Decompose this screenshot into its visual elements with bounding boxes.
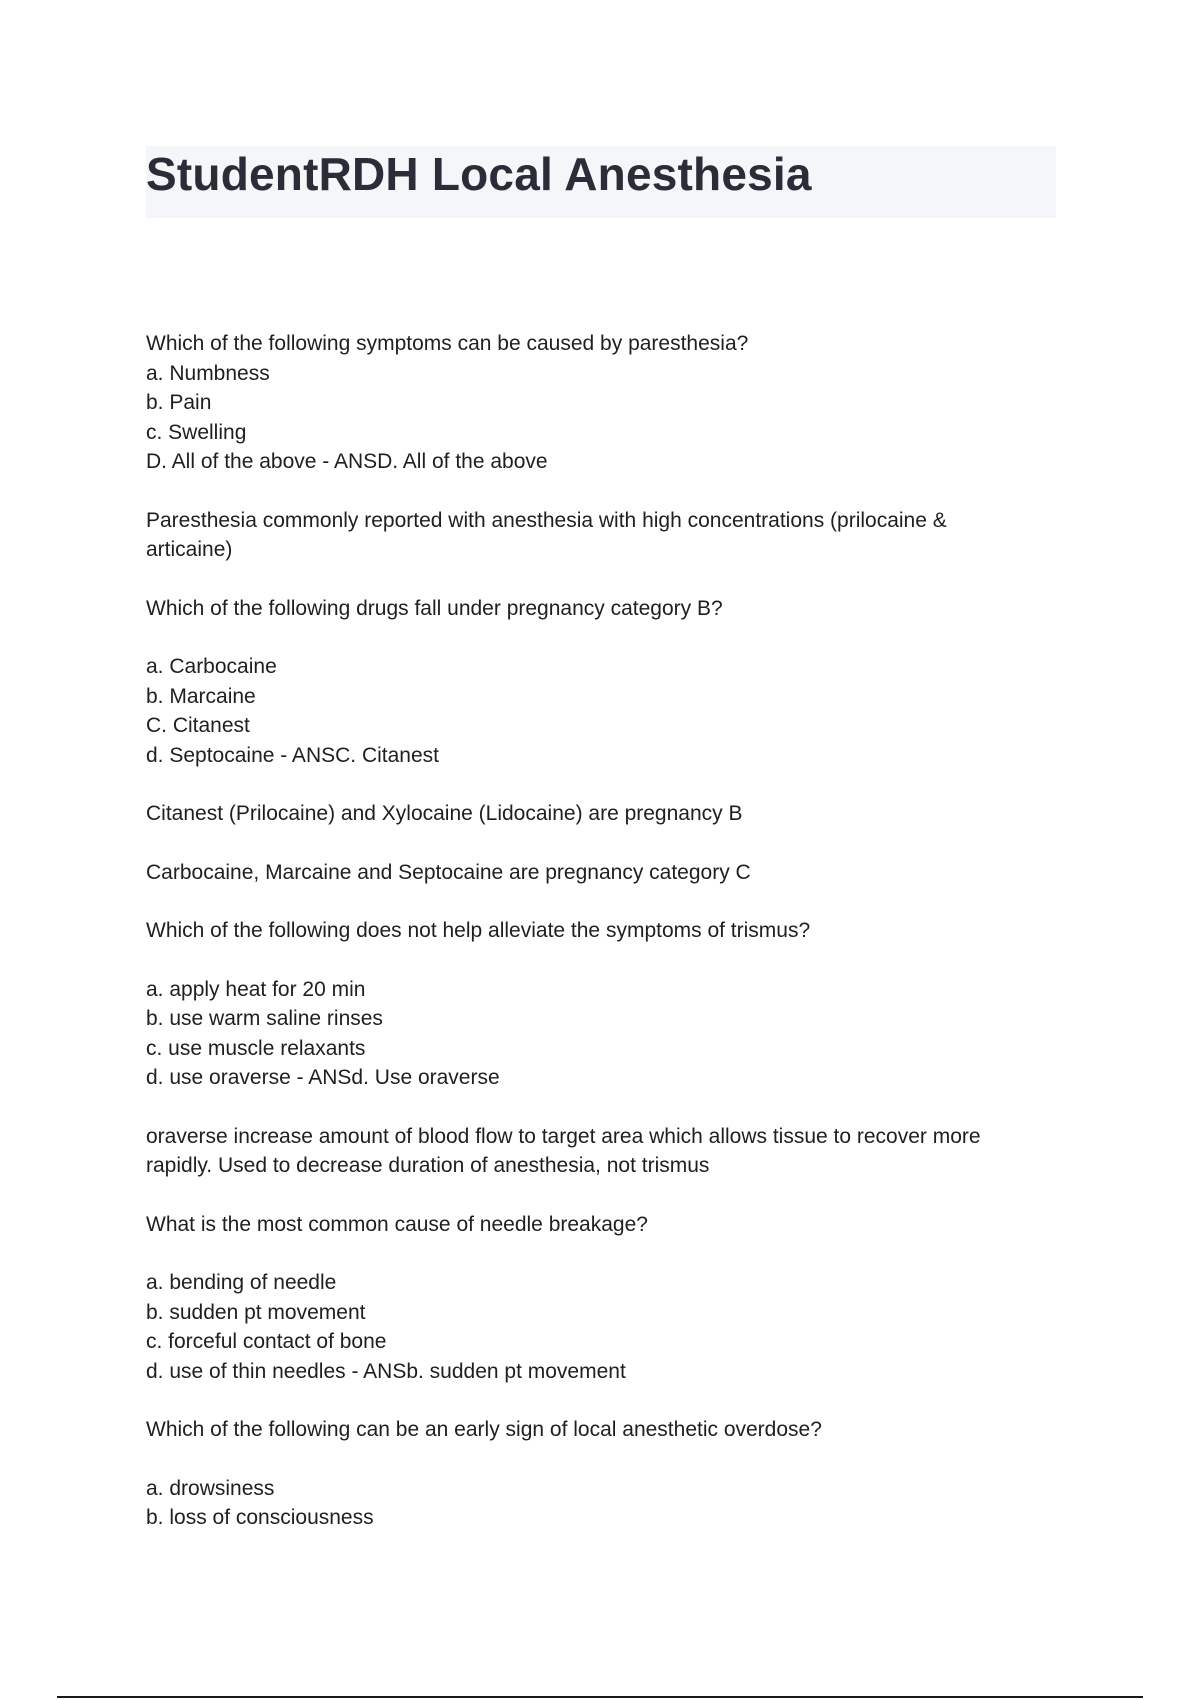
options-block <box>146 1268 1046 1386</box>
answer-option: d. use oraverse - ANSd. Use oraverse <box>146 1066 500 1089</box>
document-title: StudentRDH Local Anesthesia <box>146 148 812 200</box>
question-block <box>146 916 1046 946</box>
answer-option: c. use muscle relaxants <box>146 1036 366 1060</box>
answer-option: b. loss of consciousness <box>146 1506 374 1529</box>
answer-option: c. forceful contact of bone <box>146 1330 387 1353</box>
answer-option: b. Marcaine <box>146 684 256 708</box>
explanation-text: oraverse increase amount of blood flow to target area which allows tissue to recover more <box>146 1124 981 1148</box>
explanation-text: Carbocaine, Marcaine and Septocaine are pregnancy category C <box>146 860 751 884</box>
explanation-text: Citanest (Prilocaine) and Xylocaine (Lidocaine) are pregnancy B <box>146 802 743 825</box>
options-block <box>146 652 1046 770</box>
explanation-block <box>146 506 1046 565</box>
options-block <box>146 1474 1046 1533</box>
explanation-text: rapidly. Used to decrease duration of anesthesia, not trismus <box>146 1154 710 1177</box>
explanation-block <box>146 858 1046 888</box>
question-block <box>146 329 1046 477</box>
explanation-block <box>146 799 1046 829</box>
answer-option: C. Citanest <box>146 714 250 737</box>
answer-option: b. Pain <box>146 391 212 414</box>
question-text: What is the most common cause of needle breakage? <box>146 1212 648 1236</box>
answer-option: d. use of thin needles - ANSb. sudden pt movement <box>146 1359 626 1383</box>
explanation-text: Paresthesia commonly reported with anesthesia with high concentrations (prilocaine & <box>146 508 947 532</box>
answer-option: a. bending of needle <box>146 1271 337 1294</box>
question-block <box>146 594 1046 624</box>
answer-option: b. use warm saline rinses <box>146 1007 383 1030</box>
question-block <box>146 1415 1046 1445</box>
footer-divider <box>57 1696 1143 1698</box>
question-text: Which of the following symptoms can be caused by paresthesia? <box>146 332 749 355</box>
document-body <box>146 329 1046 1562</box>
explanation-block <box>146 1122 1046 1181</box>
options-block <box>146 975 1046 1093</box>
answer-option: d. Septocaine - ANSC. Citanest <box>146 743 439 767</box>
answer-option: a. apply heat for 20 min <box>146 977 366 1001</box>
question-text: Which of the following can be an early sign of local anesthetic overdose? <box>146 1418 822 1441</box>
answer-option: D. All of the above - ANSD. All of the above <box>146 450 548 473</box>
question-text: Which of the following does not help alleviate the symptoms of trismus? <box>146 919 811 942</box>
answer-option: a. Carbocaine <box>146 655 277 678</box>
question-block <box>146 1210 1046 1240</box>
answer-option: c. Swelling <box>146 420 247 444</box>
answer-option: a. Numbness <box>146 361 270 385</box>
question-text: Which of the following drugs fall under pregnancy category B? <box>146 596 723 620</box>
answer-option: a. drowsiness <box>146 1476 275 1500</box>
explanation-text: articaine) <box>146 538 233 561</box>
answer-option: b. sudden pt movement <box>146 1300 366 1324</box>
